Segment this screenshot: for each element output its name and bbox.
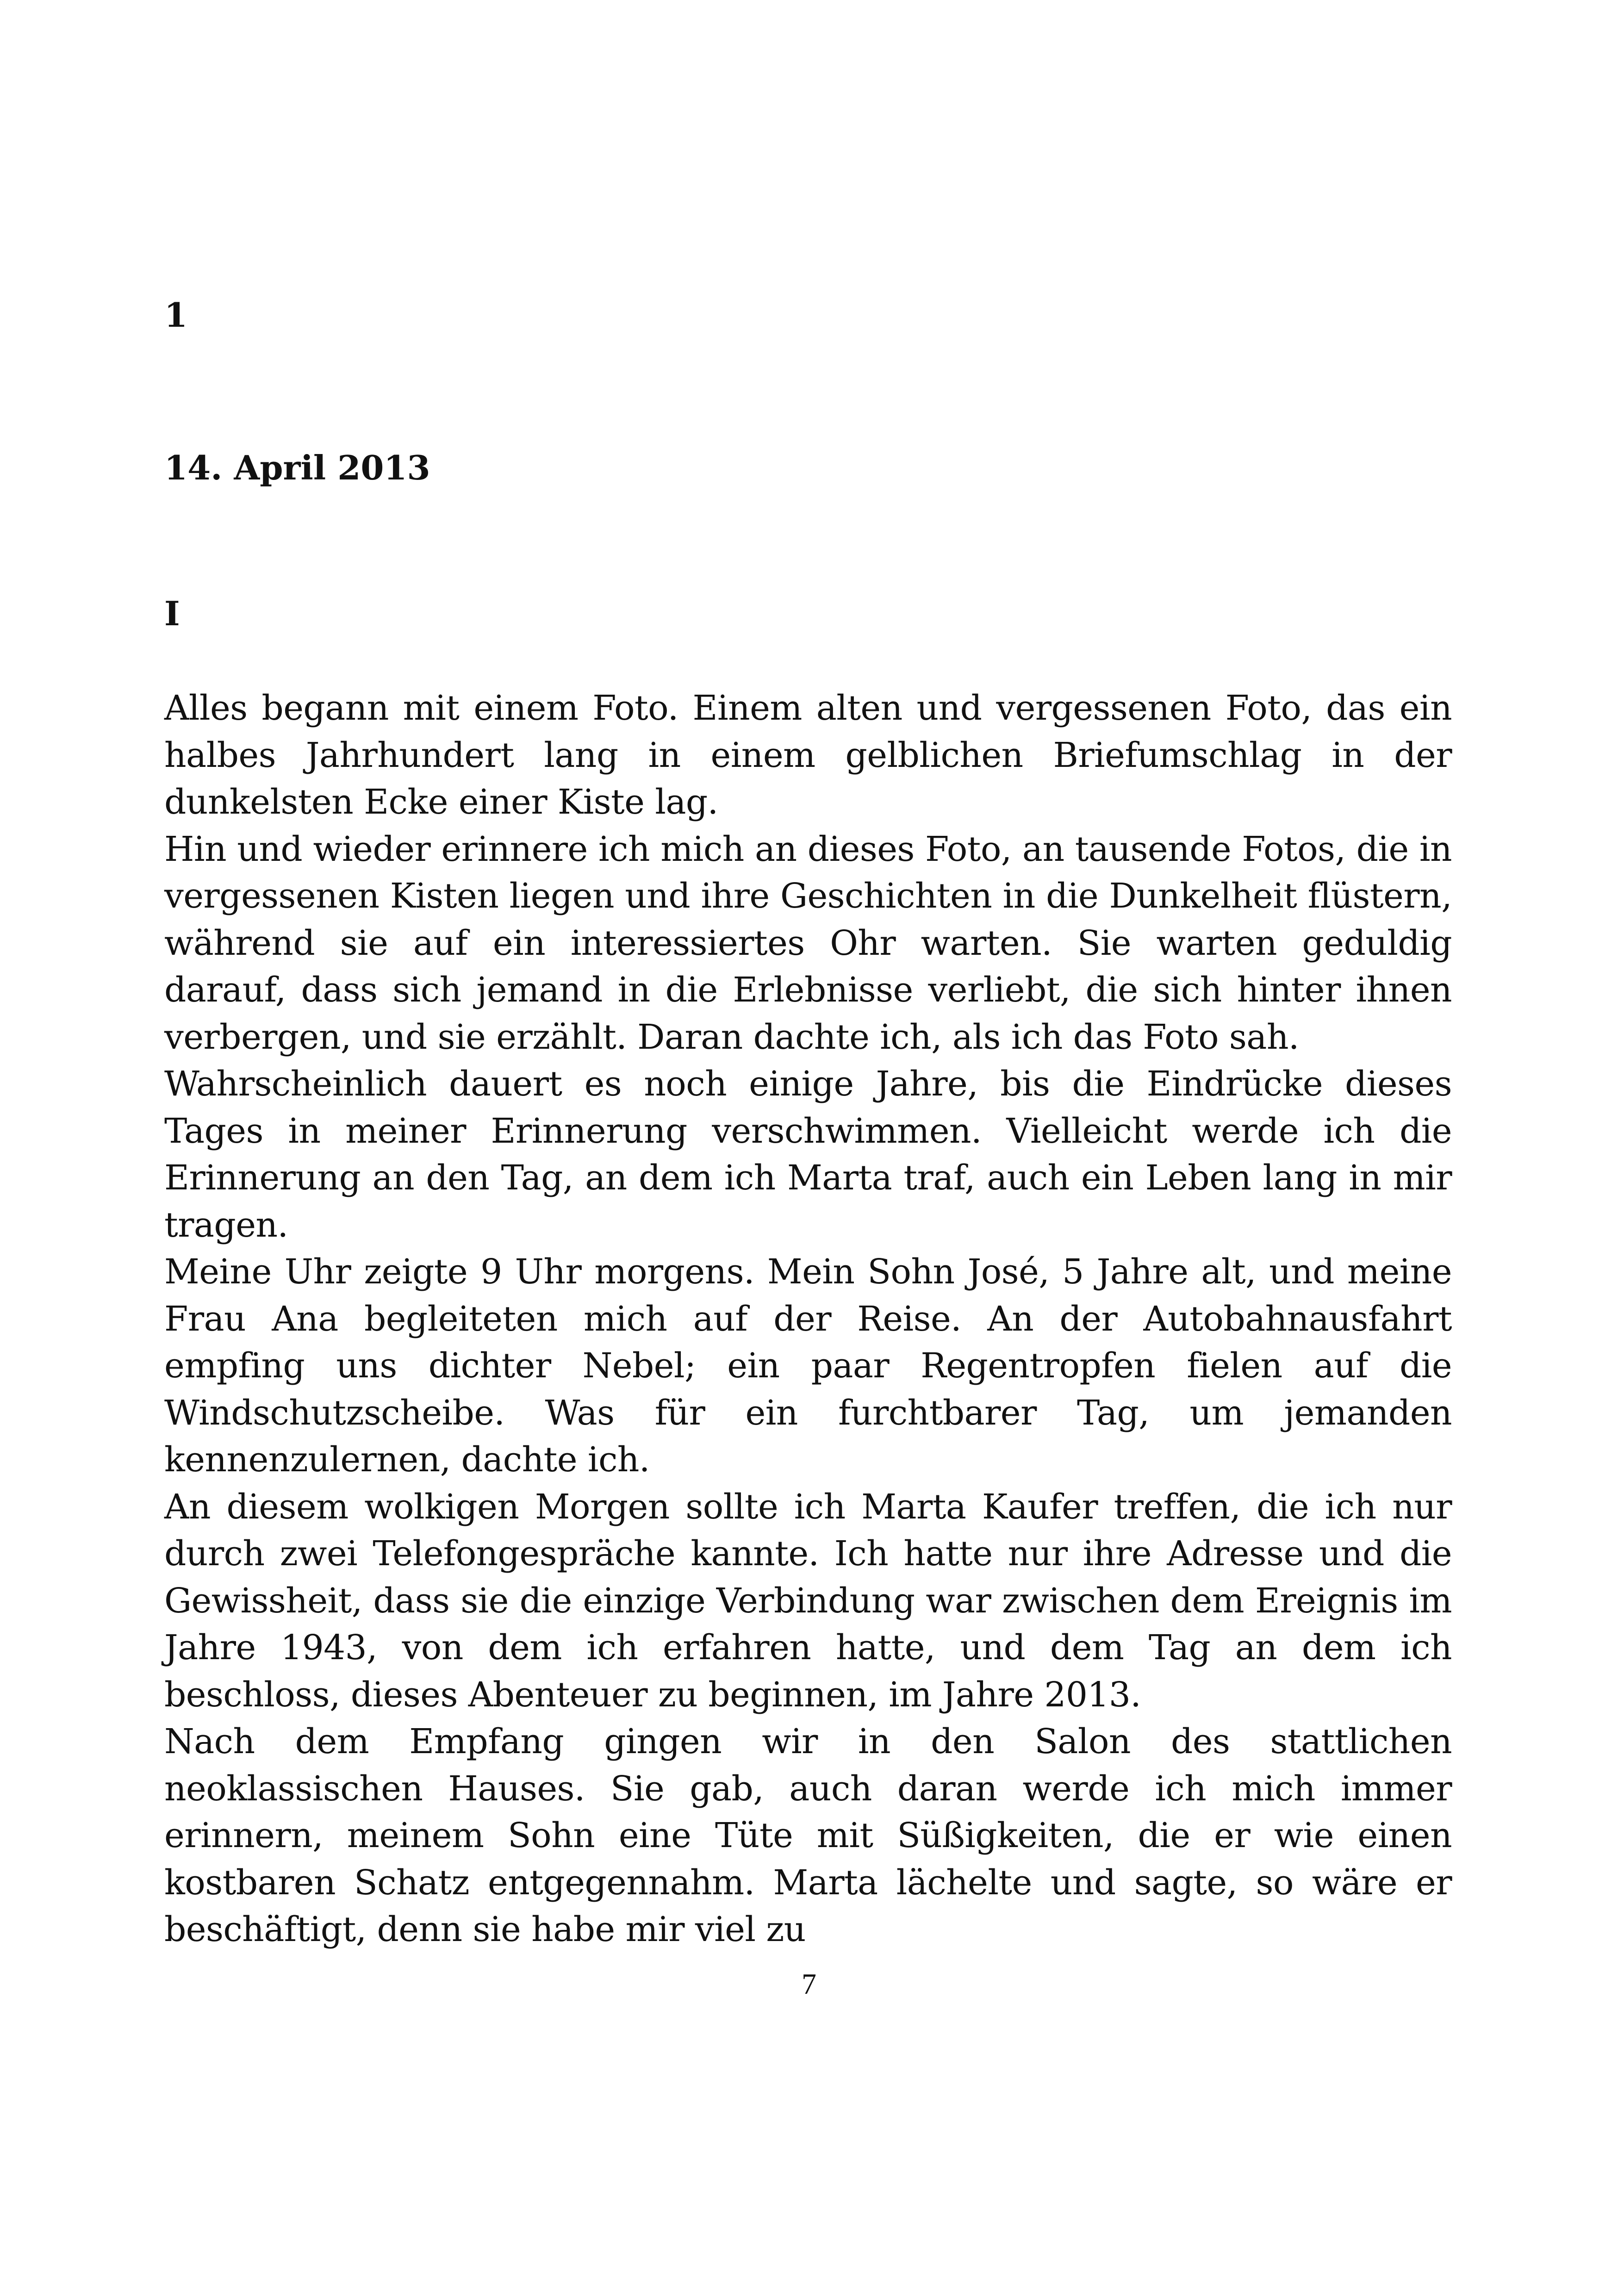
chapter-number: 1: [164, 295, 188, 335]
section-numeral: I: [164, 594, 180, 633]
page-number: 7: [802, 1967, 816, 2000]
paragraph: Alles begann mit einem Foto. Einem alten und vergessenen Foto, das ein halbes Jahrhundert lang in einem gelblichen Briefumschlag in der dunkelsten Ecke einer Kiste lag.: [164, 688, 1452, 822]
paragraph: Wahrscheinlich dauert es noch einige Jahre, bis die Eindrücke dieses Tages in meiner Erinnerung verschwimmen. Vielleicht werde ich die Erinnerung an den Tag, an dem ich Marta traf, auch ein Leben lang in mir tragen.: [164, 1064, 1452, 1245]
body-text: [164, 685, 1452, 1954]
paragraph: Nach dem Empfang gingen wir in den Salon des stattlichen neoklassischen Hauses. Sie gab, auch daran werde ich mich immer erinnern, meinem Sohn eine Tüte mit Süßigkeiten, die er wie einen kostbaren Schatz entgegennahm. Marta lächelte und sagte, so wäre er beschäftigt, denn sie habe mir viel zu: [164, 1722, 1452, 1949]
paragraph: An diesem wolkigen Morgen sollte ich Marta Kaufer treffen, die ich nur durch zwei Telefongespräche kannte. Ich hatte nur ihre Adresse und die Gewissheit, dass sie die einzige Verbindung war zwischen dem Ereignis im Jahre 1943, von dem ich erfahren hatte, und dem Tag an dem ich beschloss, dieses Abenteuer zu beginnen, im Jahre 2013.: [164, 1487, 1452, 1715]
chapter-date: 14. April 2013: [164, 448, 430, 487]
paragraph: Meine Uhr zeigte 9 Uhr morgens. Mein Sohn José, 5 Jahre alt, und meine Frau Ana begleiteten mich auf der Reise. An der Autobahnausfahrt empfing uns dichter Nebel; ein paar Regentropfen fielen auf die Windschutzscheibe. Was für ein furchtbarer Tag, um jemanden kennenzulernen, dachte ich.: [164, 1252, 1452, 1480]
paragraph: Hin und wieder erinnere ich mich an dieses Foto, an tausende Fotos, die in vergessenen Kisten liegen und ihre Geschichten in die Dunkelheit flüstern, während sie auf ein interessiertes Ohr warten. Sie warten geduldig darauf, dass sich jemand in die Erlebnisse verliebt, die sich hinter ihnen verbergen, und sie erzählt. Daran dachte ich, als ich das Foto sah.: [164, 829, 1452, 1057]
